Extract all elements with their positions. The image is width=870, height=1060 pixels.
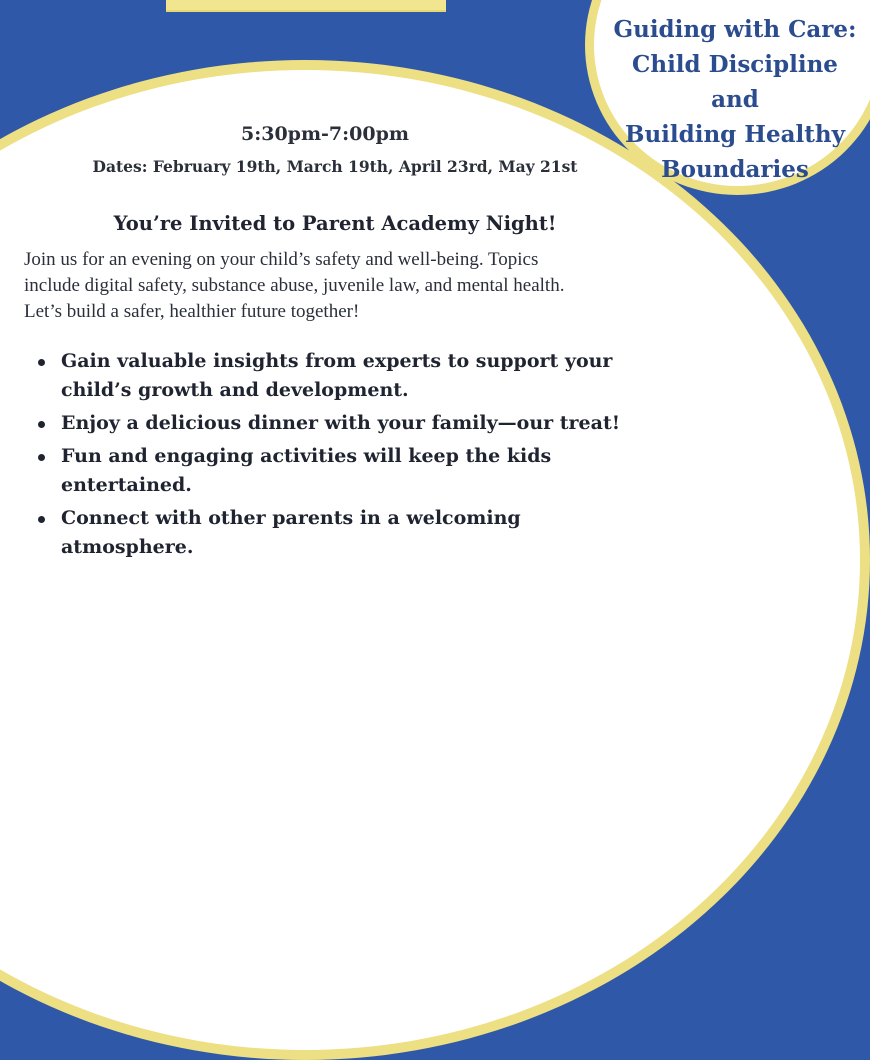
benefit-line: child’s growth and development. [61,379,409,401]
benefit-line: Enjoy a delicious dinner with your family—our treat! [61,412,621,434]
flyer-title-line: Guiding with Care: [613,16,857,43]
benefit-line: Gain valuable insights from experts to support your [61,350,613,372]
benefit-line: atmosphere. [61,536,194,558]
benefit-item [34,409,654,438]
benefit-line: Connect with other parents in a welcoming [61,507,521,529]
event-dates: Dates: February 19th, March 19th, April 23rd, May 21st [92,157,578,176]
benefit-item [34,347,654,405]
flyer-title [605,12,865,187]
invitation-heading: You’re Invited to Parent Academy Night! [113,212,557,235]
event-time: 5:30pm-7:00pm [240,123,409,145]
flyer-title-line: Boundaries [661,156,809,183]
benefit-line: Fun and engaging activities will keep the kids [61,445,552,467]
intro-line: Let’s build a safer, healthier future together! [24,301,360,322]
flyer-title-line: Building Healthy [625,121,845,148]
benefit-line: entertained. [61,474,192,496]
intro-line: include digital safety, substance abuse, juvenile law, and mental health. [24,275,565,296]
intro-line: Join us for an evening on your child’s safety and well-being. Topics [24,249,539,270]
benefit-item [34,442,654,500]
flyer-title-line: Child Discipline and [632,51,838,113]
benefits-list [34,347,654,566]
top-decorative-bar [166,0,446,12]
invitation-intro [24,247,714,325]
benefit-item [34,504,654,562]
